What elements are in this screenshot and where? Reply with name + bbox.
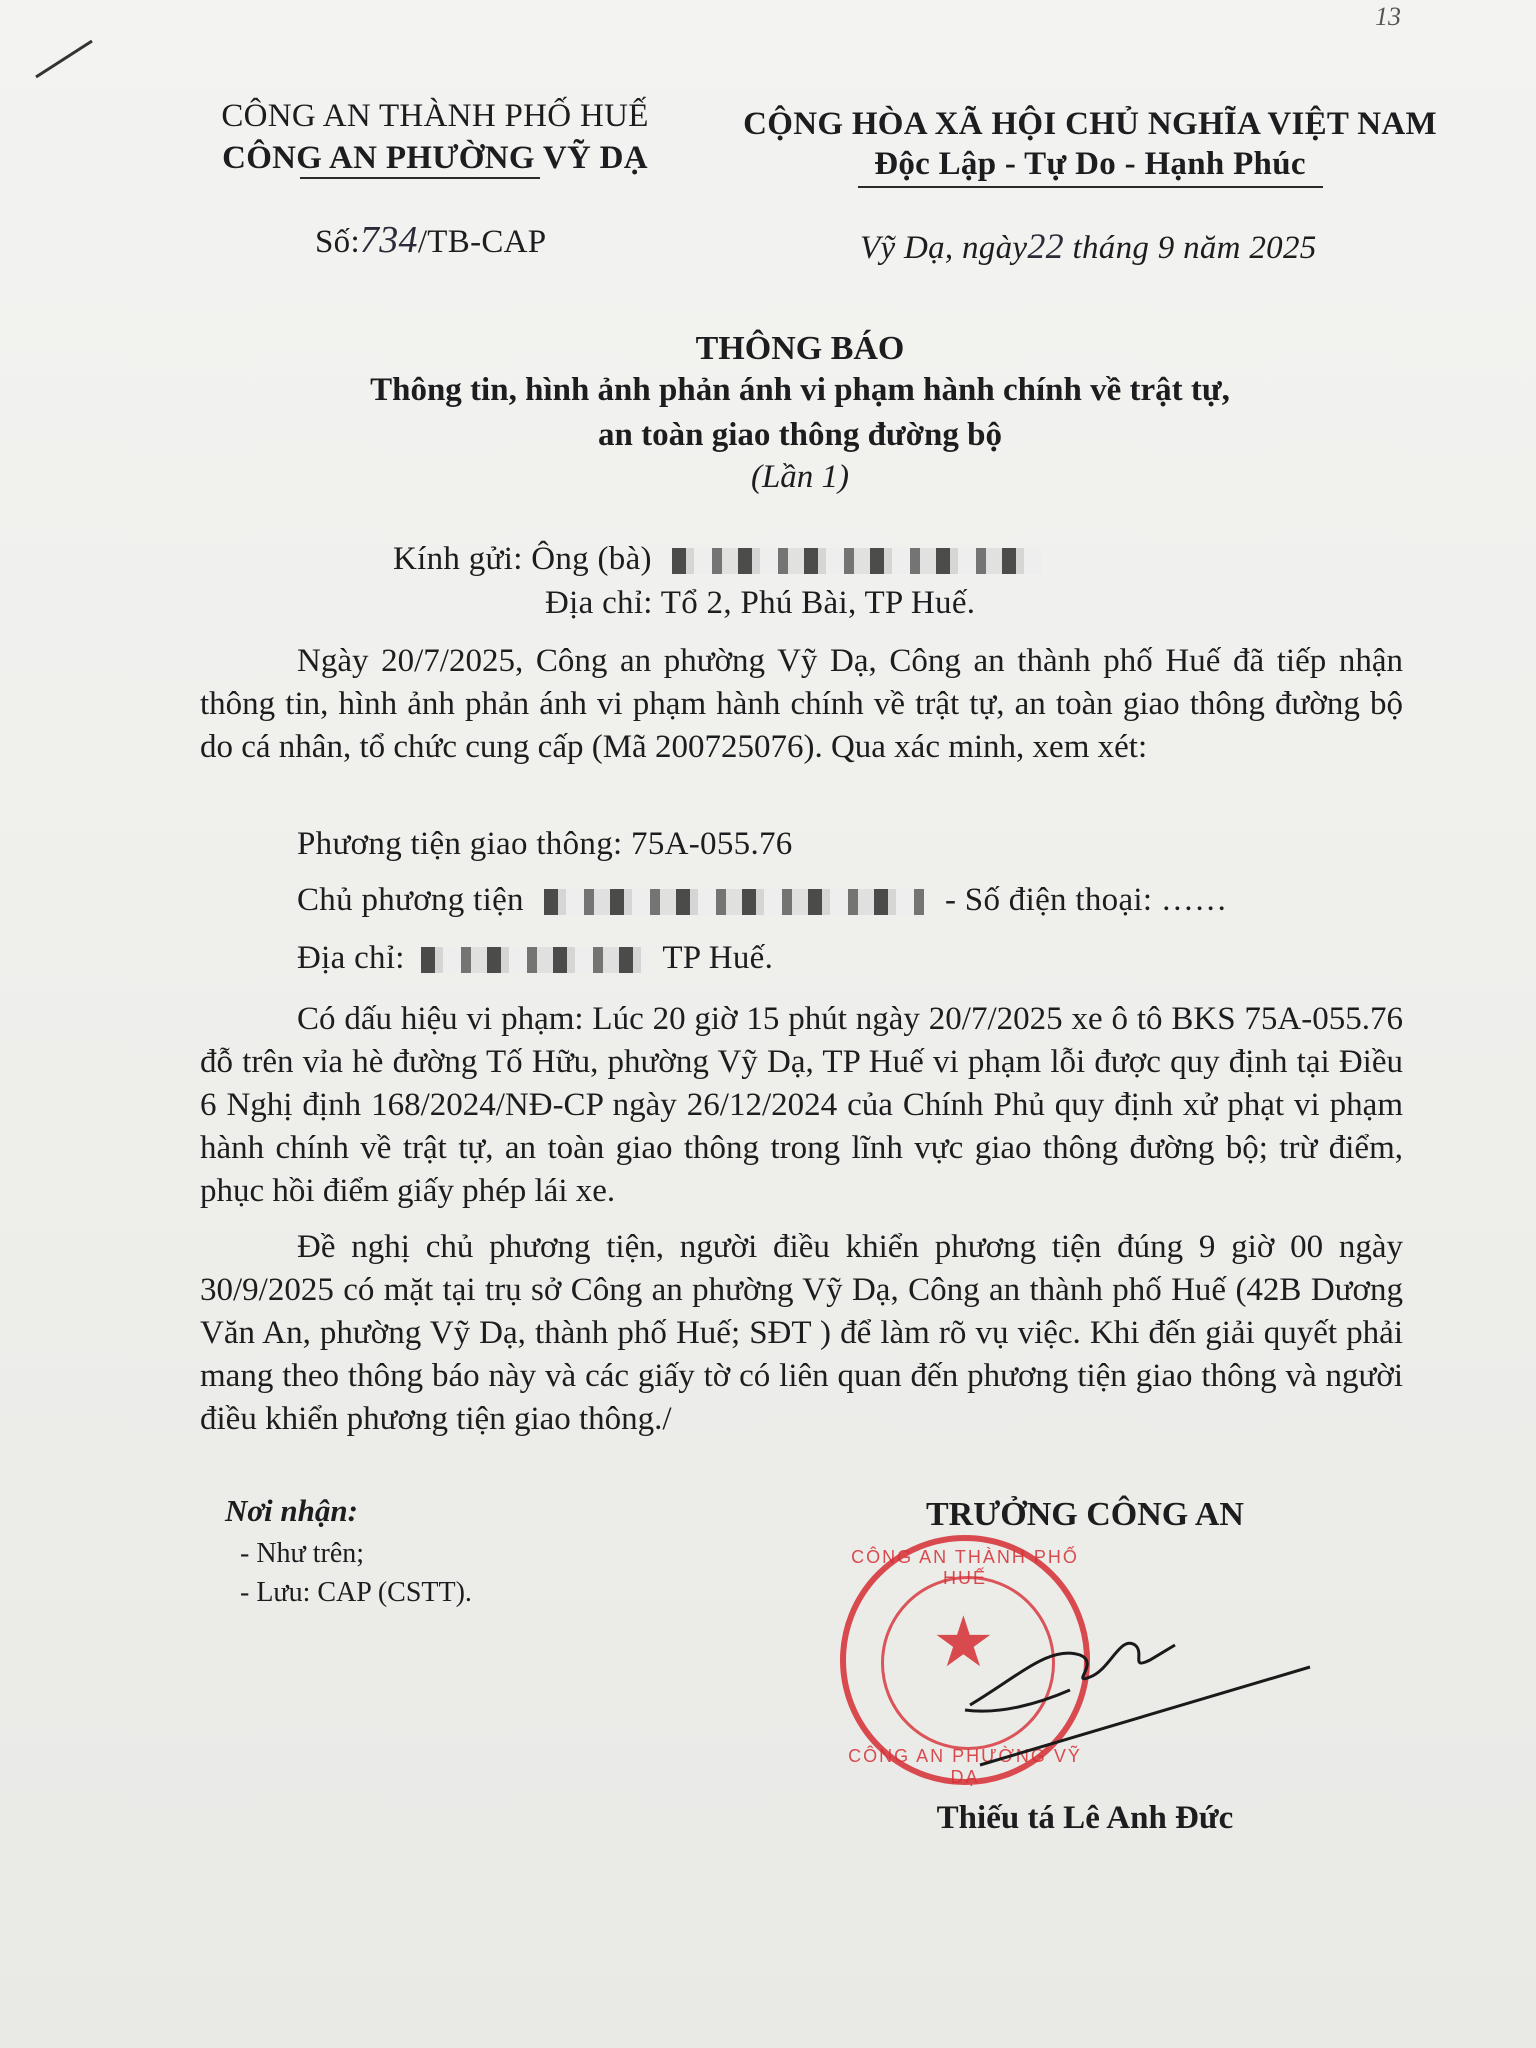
paragraph-received: Ngày 20/7/2025, Công an phường Vỹ Dạ, Công an thành phố Huế đã tiếp nhận thông tin, hình ảnh phản ánh vi phạm hành chính về trật tự, an toàn giao thông đường bộ do cá nhân, tổ chức cung cấp (Mã 200725076). Qua xác minh, xem xét: — [200, 643, 1403, 765]
owner-line: Chủ phương tiện - Số điện thoại: …… — [297, 882, 1228, 918]
issuer-underline — [300, 177, 540, 179]
pen-stroke-mark — [30, 35, 100, 85]
national-title: CỘNG HÒA XÃ HỘI CHỦ NGHĨA VIỆT NAM — [743, 106, 1437, 142]
handwritten-day: 22 — [1027, 226, 1064, 266]
redacted-recipient-name — [672, 548, 1042, 574]
recipient-line: Kính gửi: Ông (bà) — [393, 541, 1042, 578]
signatory-name: Thiếu tá Lê Anh Đức — [936, 1800, 1234, 1836]
vehicle-plate: Phương tiện giao thông: 75A-055.76 — [297, 826, 793, 862]
corner-handwritten-mark: 13 — [1375, 2, 1401, 31]
star-icon: ★ — [932, 1605, 995, 1682]
owner-address: Địa chỉ: TP Huế. — [297, 940, 774, 976]
recipients-title: Nơi nhận: — [225, 1493, 358, 1528]
document-round: (Lần 1) — [750, 459, 850, 495]
seal-bottom-text: CÔNG AN PHƯỜNG VỸ DẠ — [848, 1746, 1082, 1787]
handwritten-signature — [960, 1615, 1320, 1775]
document-title: THÔNG BÁO — [695, 330, 905, 367]
redacted-owner-name — [544, 889, 924, 915]
recipients-item: - Lưu: CAP (CSTT). — [240, 1577, 472, 1608]
issuer-unit: CÔNG AN PHƯỜNG VỸ DẠ — [222, 140, 648, 176]
document-number: Số:734/TB-CAP — [315, 219, 547, 261]
handwritten-number: 734 — [359, 219, 418, 261]
signatory-role: TRƯỞNG CÔNG AN — [926, 1496, 1244, 1533]
issuer-parent: CÔNG AN THÀNH PHỐ HUẾ — [221, 98, 649, 134]
seal-top-text: CÔNG AN THÀNH PHỐ HUẾ — [851, 1547, 1079, 1588]
motto-underline — [858, 186, 1323, 188]
document-subtitle-line2: an toàn giao thông đường bộ — [598, 417, 1002, 453]
national-motto: Độc Lập - Tự Do - Hạnh Phúc — [874, 146, 1306, 182]
recipients-item: - Như trên; — [240, 1538, 365, 1569]
document-subtitle-line1: Thông tin, hình ảnh phản ánh vi phạm hành chính về trật tự, — [370, 372, 1230, 408]
redacted-owner-address — [421, 947, 646, 973]
paragraph-request: Đề nghị chủ phương tiện, người điều khiển phương tiện đúng 9 giờ 00 ngày 30/9/2025 có mặt tại trụ sở Công an phường Vỹ Dạ, Công an thành phố Huế (42B Dương Văn An, phường Vỹ Dạ, thành phố Huế; SĐT ) để làm rõ vụ việc. Khi đến giải quyết phải mang theo thông báo này và các giấy tờ có liên quan đến phương tiện giao thông và người điều khiển phương tiện giao thông./ — [200, 1229, 1403, 1437]
paragraph-violation: Có dấu hiệu vi phạm: Lúc 20 giờ 15 phút ngày 20/7/2025 xe ô tô BKS 75A-055.76 đỗ trên vỉa hè đường Tố Hữu, phường Vỹ Dạ, TP Huế vi phạm lỗi được quy định tại Điều 6 Nghị định 168/2024/NĐ-CP ngày 26/12/2024 của Chính Phủ quy định xử phạt vi phạm hành chính về trật tự, an toàn giao thông trong lĩnh vực giao thông đường bộ; trừ điểm, phục hồi điểm giấy phép lái xe. — [200, 1001, 1403, 1209]
issue-date: Vỹ Dạ, ngày22 tháng 9 năm 2025 — [860, 226, 1317, 266]
recipient-address: Địa chỉ: Tổ 2, Phú Bài, TP Huế. — [545, 585, 976, 621]
